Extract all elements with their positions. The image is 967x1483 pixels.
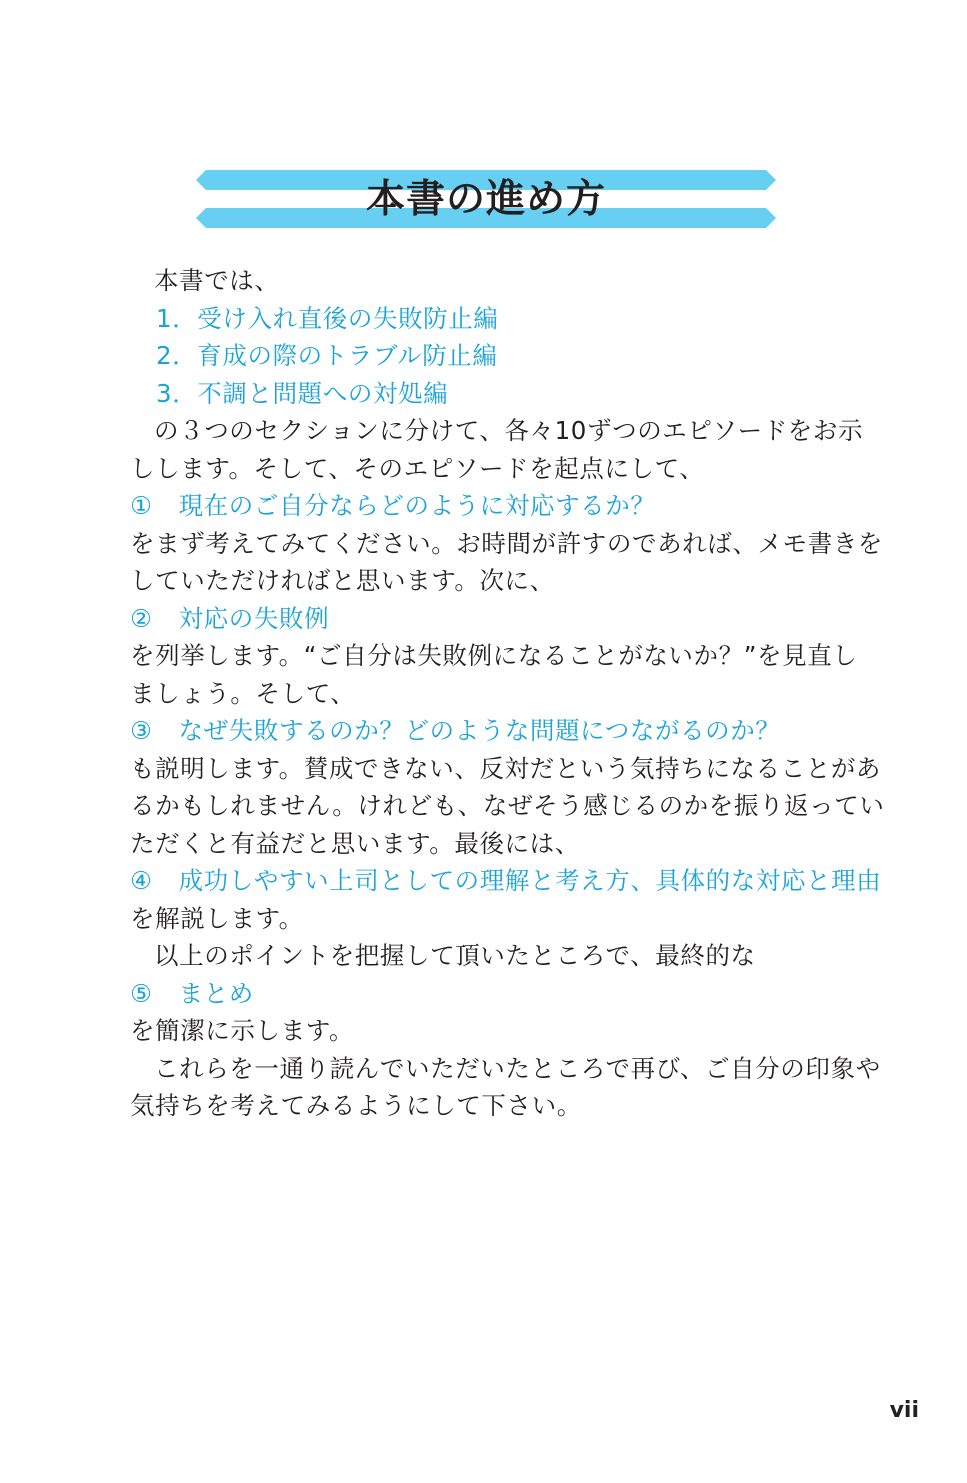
paragraph-line: をまず考えてみてください。お時間が許すのであれば、メモ書きを — [130, 528, 883, 558]
section-title-banner — [196, 170, 776, 232]
point-marker: ③ — [130, 716, 153, 745]
page-title: 本書の進め方 — [365, 177, 606, 222]
point-marker: ① — [130, 491, 153, 520]
point-marker: ② — [130, 603, 153, 633]
point-marker: ⑤ — [130, 978, 153, 1008]
paragraph-line: を解説します。 — [130, 903, 304, 933]
paragraph-line: これらを一通り読んでいただいたところで再び、ご自分の印象や — [154, 1053, 881, 1083]
point-text: なぜ失敗するのか？どのような問題につながるのか？ — [178, 716, 781, 745]
point-heading — [130, 487, 850, 525]
paragraph-line: 本書では、 — [154, 266, 280, 295]
point-text: 対応の失敗例 — [178, 603, 330, 633]
point-marker: ④ — [130, 866, 153, 895]
paragraph-line: 以上のポイントを把握して頂いたところで、最終的な — [154, 941, 756, 970]
section-list-item: 2．育成の際のトラブル防止編 — [156, 341, 498, 370]
point-text: まとめ — [178, 978, 254, 1008]
point-heading — [130, 600, 850, 638]
point-heading — [130, 712, 850, 750]
section-list-item: 1．受け入れ直後の失敗防止編 — [156, 303, 499, 333]
point-heading — [130, 862, 882, 900]
paragraph-line: るかもしれません。けれども、なぜそう感じるのかを振り返ってい — [130, 791, 885, 820]
page-number: vii — [889, 1398, 919, 1423]
paragraph-line: していただければと思います。次に、 — [130, 566, 555, 595]
point-text: 成功しやすい上司としての理解と考え方、具体的な対応と理由 — [178, 866, 882, 895]
point-heading — [130, 975, 850, 1013]
point-text: 現在のご自分ならどのように対応するか？ — [178, 491, 656, 520]
body-text — [130, 262, 885, 1125]
paragraph-line: を列挙します。“ご自分は失敗例になることがないか？”を見直し — [130, 641, 858, 670]
paragraph-line: ただくと有益だと思います。最後には、 — [130, 828, 580, 858]
paragraph-line: 気持ちを考えてみるようにして下さい。 — [130, 1091, 582, 1120]
paragraph-line: しします。そして、そのエピソードを起点にして、 — [130, 453, 705, 483]
paragraph-line: ましょう。そして、 — [130, 678, 356, 708]
paragraph-line: を簡潔に示します。 — [130, 1016, 354, 1045]
section-list-item: 3．不調と問題への対処編 — [156, 378, 449, 408]
paragraph-line: の３つのセクションに分けて、各々10ずつのエピソードをお示 — [154, 416, 864, 445]
paragraph-line: も説明します。賛成できない、反対だという気持ちになることがあ — [130, 753, 882, 783]
